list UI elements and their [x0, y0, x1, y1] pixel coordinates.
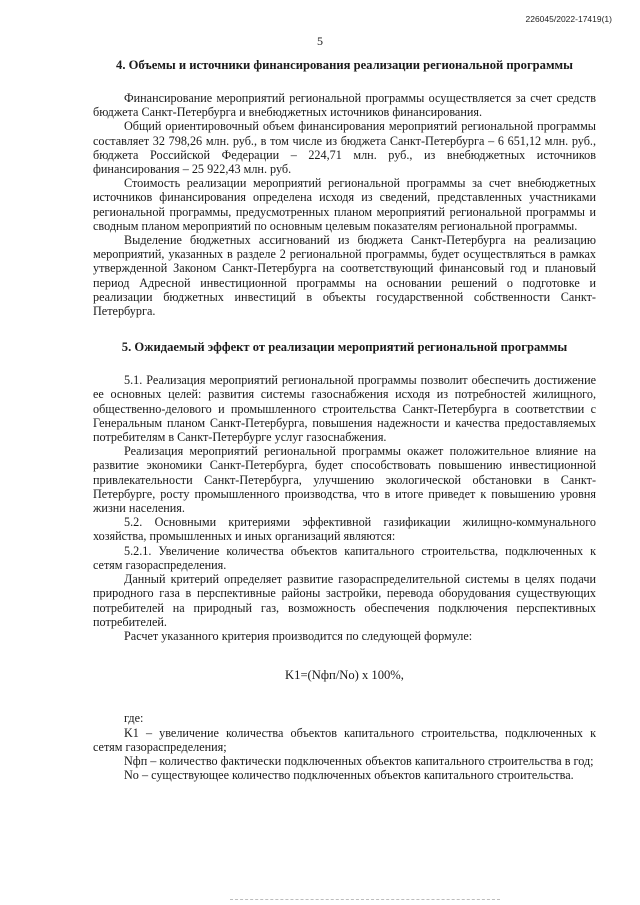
section-5-paragraph: Расчет указанного критерия производится по следующей формуле:	[124, 628, 473, 643]
section-4-paragraph: Стоимость реализации мероприятий региональной программы за счет внебюджетных источников финансирования определена исходя из сведений, представленных участниками региональной программы, предусмотренных планом мероприятий региональной программы и сводным планом мероприятий по основным целевым показателям региональной программы.	[93, 176, 596, 233]
document-id: 226045/2022-17419(1)	[525, 14, 612, 24]
section-4-paragraph: Выделение бюджетных ассигнований из бюджета Санкт-Петербурга на реализацию мероприятий, указанных в разделе 2 региональной программы, будет осуществляться в рамках утвержденной Законом Санкт-Петербурга на соответствующий финансовый год и плановый период Адресной инвестиционной программы на основании решений о подготовке и реализации бюджетных инвестиций в объекты государственной собственности Санкт-Петербурга.	[93, 233, 596, 319]
section-5-paragraph: Реализация мероприятий региональной программы окажет положительное влияние на развитие экономики Санкт-Петербурга, будет способствовать повышению инвестиционной привлекательности Санкт-Петербурга, улучшению экологической обстановки в Санкт-Петербурге, росту промышленного производства, что в итоге приведет к повышению уровня жизни населения.	[93, 444, 596, 516]
section-5-paragraph: 5.2.1. Увеличение количества объектов капитального строительства, подключенных к сетям газораспределения.	[93, 543, 596, 572]
section-4-heading: 4. Объемы и источники финансирования реализации региональной программы	[116, 58, 573, 72]
section-5-heading: 5. Ожидаемый эффект от реализации мероприятий региональной программы	[121, 340, 568, 355]
definition-k1: K1 – увеличение количества объектов капитального строительства, подключенных к сетям газораспределения;	[93, 725, 596, 754]
section-4-paragraph: Финансирование мероприятий региональной программы осуществляется за счет средств бюджета Санкт-Петербурга и внебюджетных источников финансирования.	[93, 91, 596, 120]
section-4-paragraph: Общий ориентировочный объем финансирования мероприятий региональной программы составляет 32 798,26 млн. руб., в том числе из бюджета Санкт-Петербурга – 6 651,12 млн. руб., бюджета Российской Федерации – 224,71 млн. руб., из внебюджетных источников финансирования – 25 922,43 млн. руб.	[93, 119, 596, 177]
section-5-paragraph: 5.1. Реализация мероприятий региональной программы позволит обеспечить достижение ее основных целей: развития системы газоснабжения исходя из потребностей жилищного, общественно-делового и промышленного строительства Санкт-Петербурга в соответствии с Генеральным планом Санкт-Петербурга, повышения надежности и качества предоставляемых потребителям в Санкт-Петербурге услуг газоснабжения.	[93, 373, 596, 445]
definition-no: No – существующее количество подключенных объектов капитального строительства.	[124, 768, 574, 783]
definition-nfp: Nфп – количество фактически подключенных объектов капитального строительства в год;	[124, 753, 594, 768]
section-5-paragraph: 5.2. Основными критериями эффективной газификации жилищно-коммунального хозяйства, промышленных и иных организаций являются:	[93, 515, 596, 544]
section-5-paragraph: Данный критерий определяет развитие газораспределительной системы в целях подачи природного газа в перспективные районы застройки, перевода оборудования существующих потребителей на природный газ, возможность обеспечения подключения перспективных потребителей.	[93, 572, 596, 629]
where-label: где:	[124, 711, 144, 726]
page-number: 5	[317, 34, 323, 48]
formula: K1=(Nфп/No) x 100%,	[285, 668, 404, 683]
page-content	[93, 58, 596, 782]
footer-divider	[230, 899, 500, 903]
